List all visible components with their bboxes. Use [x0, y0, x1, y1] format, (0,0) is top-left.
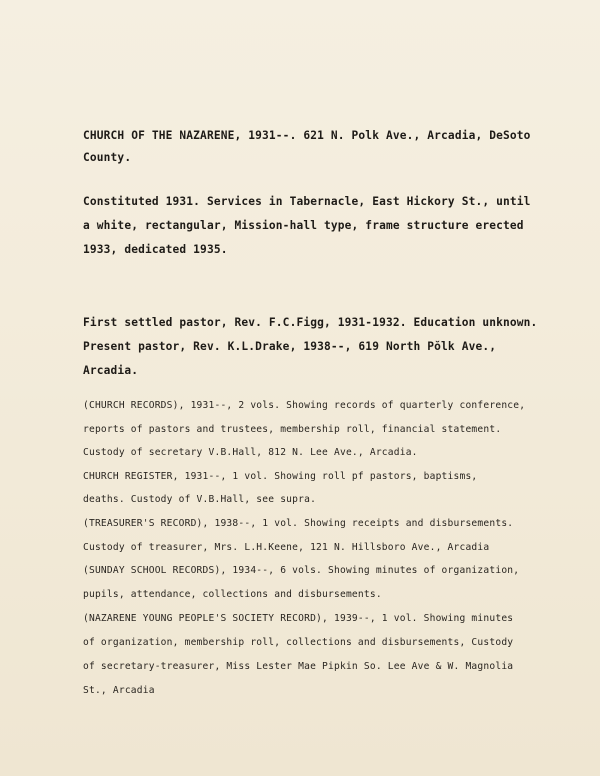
record-line: reports of pastors and trustees, membership roll, financial statement. [83, 424, 502, 435]
pastor-line-3: Arcadia. [83, 364, 139, 377]
record-line: of organization, membership roll, collections and disbursements, Custody [83, 637, 514, 648]
constituted-line-3: 1933, dedicated 1935. [83, 243, 228, 256]
constituted-line-1: Constituted 1931. Services in Tabernacle, East Hickory St., until [83, 195, 531, 208]
record-line: (SUNDAY SCHOOL RECORDS), 1934--, 6 vols. Showing minutes of organization, [83, 565, 520, 576]
title-line-1: CHURCH OF THE NAZARENE, 1931--. 621 N. Polk Ave., Arcadia, DeSoto [83, 129, 531, 142]
record-line: (NAZARENE YOUNG PEOPLE'S SOCIETY RECORD), 1939--, 1 vol. Showing minutes [83, 613, 514, 624]
record-line: (CHURCH RECORDS), 1931--, 2 vols. Showing records of quarterly conference, [83, 400, 526, 411]
record-line: Custody of treasurer, Mrs. L.H.Keene, 121 N. Hillsboro Ave., Arcadia [83, 542, 490, 553]
record-line: CHURCH REGISTER, 1931--, 1 vol. Showing roll pf pastors, baptisms, [83, 471, 478, 482]
record-line: pupils, attendance, collections and disbursements. [83, 589, 382, 600]
title-line-2: County. [83, 151, 132, 164]
record-line: of secretary-treasurer, Miss Lester Mae Pipkin So. Lee Ave & W. Magnolia [83, 661, 514, 672]
pastor-line-2: Present pastor, Rev. K.L.Drake, 1938--, 619 North Pŏlk Ave., [83, 340, 497, 353]
record-line: Custody of secretary V.B.Hall, 812 N. Lee Ave., Arcadia. [83, 447, 418, 458]
record-line: deaths. Custody of V.B.Hall, see supra. [83, 494, 317, 505]
pastor-line-1: First settled pastor, Rev. F.C.Figg, 1931-1932. Education unknown. [83, 316, 538, 329]
constituted-line-2: a white, rectangular, Mission-hall type, frame structure erected [83, 219, 524, 232]
record-line: St., Arcadia [83, 685, 155, 696]
record-line: (TREASURER'S RECORD), 1938--, 1 vol. Showing receipts and disbursements. [83, 518, 514, 529]
